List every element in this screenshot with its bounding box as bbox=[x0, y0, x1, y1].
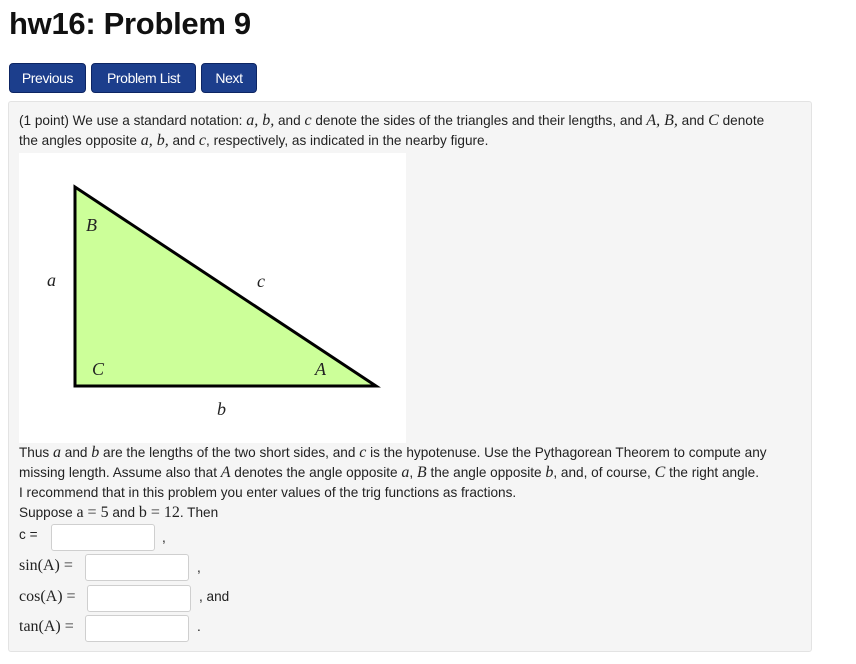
answer-suffix-cos: , and bbox=[199, 589, 230, 604]
answer-suffix-sin: , bbox=[197, 560, 201, 575]
answer-label-cos: cos(A) = bbox=[19, 588, 76, 605]
vertex-label-A: A bbox=[315, 359, 326, 379]
side-label-b: b bbox=[217, 399, 226, 419]
triangle-diagram bbox=[19, 153, 406, 443]
problem-panel bbox=[8, 101, 812, 652]
intro-line-2: the angles opposite a, b, and c, respectively, as indicated in the nearby figure. bbox=[19, 132, 489, 149]
body-line-2: missing length. Assume also that A denotes the angle opposite a, B the angle opposite b, and, of course, C the right angle. bbox=[19, 464, 760, 481]
next-button[interactable]: Next bbox=[201, 63, 257, 93]
vertex-label-C: C bbox=[92, 359, 105, 379]
body-line-3: I recommend that in this problem you enter values of the trig functions as fractions. bbox=[19, 485, 517, 500]
answer-label-c: c = bbox=[19, 527, 38, 542]
answer-label-tan: tan(A) = bbox=[19, 618, 74, 635]
side-label-a: a bbox=[47, 270, 56, 290]
answer-suffix-c: , bbox=[162, 530, 166, 545]
suppose-line: Suppose a = 5 and b = 12. Then bbox=[19, 504, 219, 521]
vertex-label-B: B bbox=[86, 215, 97, 235]
answer-input-sin[interactable] bbox=[85, 554, 189, 581]
problem-list-button[interactable]: Problem List bbox=[91, 63, 196, 93]
page-title: hw16: Problem 9 bbox=[9, 6, 251, 41]
answer-input-tan[interactable] bbox=[85, 615, 189, 642]
right-triangle bbox=[75, 187, 376, 386]
body-line-1: Thus a and b are the lengths of the two short sides, and c is the hypotenuse. Use the Pythagorean Theorem to compute any bbox=[19, 444, 767, 461]
answer-suffix-tan: . bbox=[197, 619, 201, 634]
answer-input-c[interactable] bbox=[51, 524, 155, 551]
problem-nav bbox=[9, 63, 257, 93]
answer-label-sin: sin(A) = bbox=[19, 557, 73, 574]
intro-line-1: (1 point) We use a standard notation: a, b, and c denote the sides of the triangles and their lengths, and A, B, and C denote bbox=[19, 112, 765, 129]
points-label: (1 point) bbox=[19, 113, 69, 128]
triangle-figure bbox=[19, 153, 406, 443]
previous-button[interactable]: Previous bbox=[9, 63, 86, 93]
side-label-c: c bbox=[257, 271, 265, 291]
answer-input-cos[interactable] bbox=[87, 585, 191, 612]
